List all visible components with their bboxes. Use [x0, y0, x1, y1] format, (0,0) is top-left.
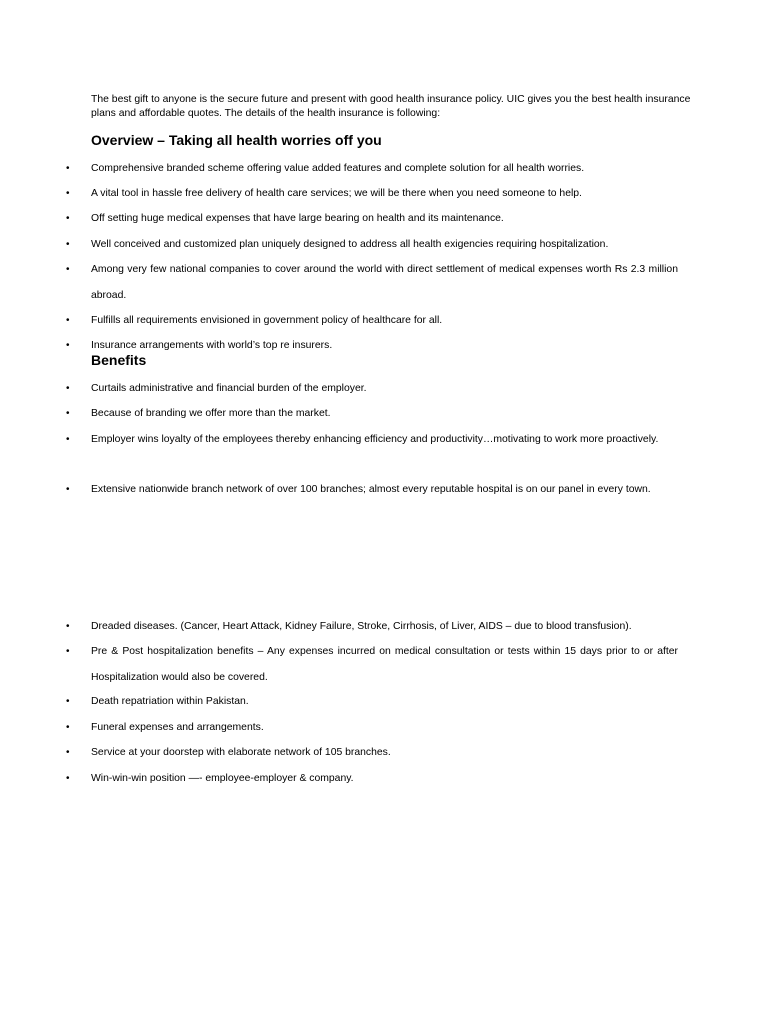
list-item-text: Win-win-win position —- employee-employer & company.: [91, 773, 354, 784]
list-item-text: Dreaded diseases. (Cancer, Heart Attack, Kidney Failure, Stroke, Cirrhosis, of Liver, AIDS – due to blood transfusion).: [91, 621, 632, 632]
list-item-text: Off setting huge medical expenses that have large bearing on health and its maintenance.: [91, 213, 504, 224]
bullet-icon: •: [66, 621, 70, 632]
bullet-icon: •: [66, 773, 70, 784]
list-item-text: Fulfills all requirements envisioned in government policy of healthcare for all.: [91, 315, 443, 326]
overview-heading: Overview – Taking all health worries off you: [91, 132, 382, 148]
bullet-icon: •: [66, 696, 70, 707]
bullet-icon: •: [66, 408, 70, 419]
list-item-text: Insurance arrangements with world’s top re insurers.: [91, 340, 333, 351]
list-item-text: Funeral expenses and arrangements.: [91, 722, 264, 733]
bullet-icon: •: [66, 239, 70, 250]
bullet-icon: •: [66, 315, 70, 326]
bullet-icon: •: [66, 163, 70, 174]
list-item-text: Employer wins loyalty of the employees thereby enhancing efficiency and productivity…motivating to work more proactively.: [91, 434, 659, 445]
list-item-text: Well conceived and customized plan uniquely designed to address all health exigencies requiring hospitalization.: [91, 239, 609, 250]
list-item-text: Among very few national companies to cover around the world with direct settlement of medical expenses worth Rs 2.3 million abroad.: [91, 264, 678, 301]
bullet-icon: •: [66, 747, 70, 758]
list-item-text: A vital tool in hassle free delivery of health care services; we will be there when you need someone to help.: [91, 188, 582, 199]
bullet-icon: •: [66, 213, 70, 224]
bullet-icon: •: [66, 383, 70, 394]
bullet-icon: •: [66, 722, 70, 733]
list-item-text: Service at your doorstep with elaborate network of 105 branches.: [91, 747, 391, 758]
list-item-text: Because of branding we offer more than the market.: [91, 408, 331, 419]
bullet-icon: •: [66, 340, 70, 351]
bullet-icon: •: [66, 434, 70, 445]
list-item-text: Extensive nationwide branch network of over 100 branches; almost every reputable hospital is on our panel in every town.: [91, 484, 651, 495]
bullet-icon: •: [66, 484, 70, 495]
list-item-text: Comprehensive branded scheme offering value added features and complete solution for all health worries.: [91, 163, 585, 174]
list-item-text: Death repatriation within Pakistan.: [91, 696, 249, 707]
list-item-text: Pre & Post hospitalization benefits – Any expenses incurred on medical consultation or tests within 15 days prior to or after Hospitalization would also be covered.: [91, 646, 678, 683]
bullet-icon: •: [66, 646, 70, 657]
intro-paragraph: The best gift to anyone is the secure future and present with good health insurance policy. UIC gives you the best health insurance plans and affordable quotes. The details of the health insurance is following:: [91, 94, 691, 119]
bullet-icon: •: [66, 264, 70, 275]
list-item-text: Curtails administrative and financial burden of the employer.: [91, 383, 367, 394]
benefits-heading: Benefits: [91, 352, 147, 368]
bullet-icon: •: [66, 188, 70, 199]
